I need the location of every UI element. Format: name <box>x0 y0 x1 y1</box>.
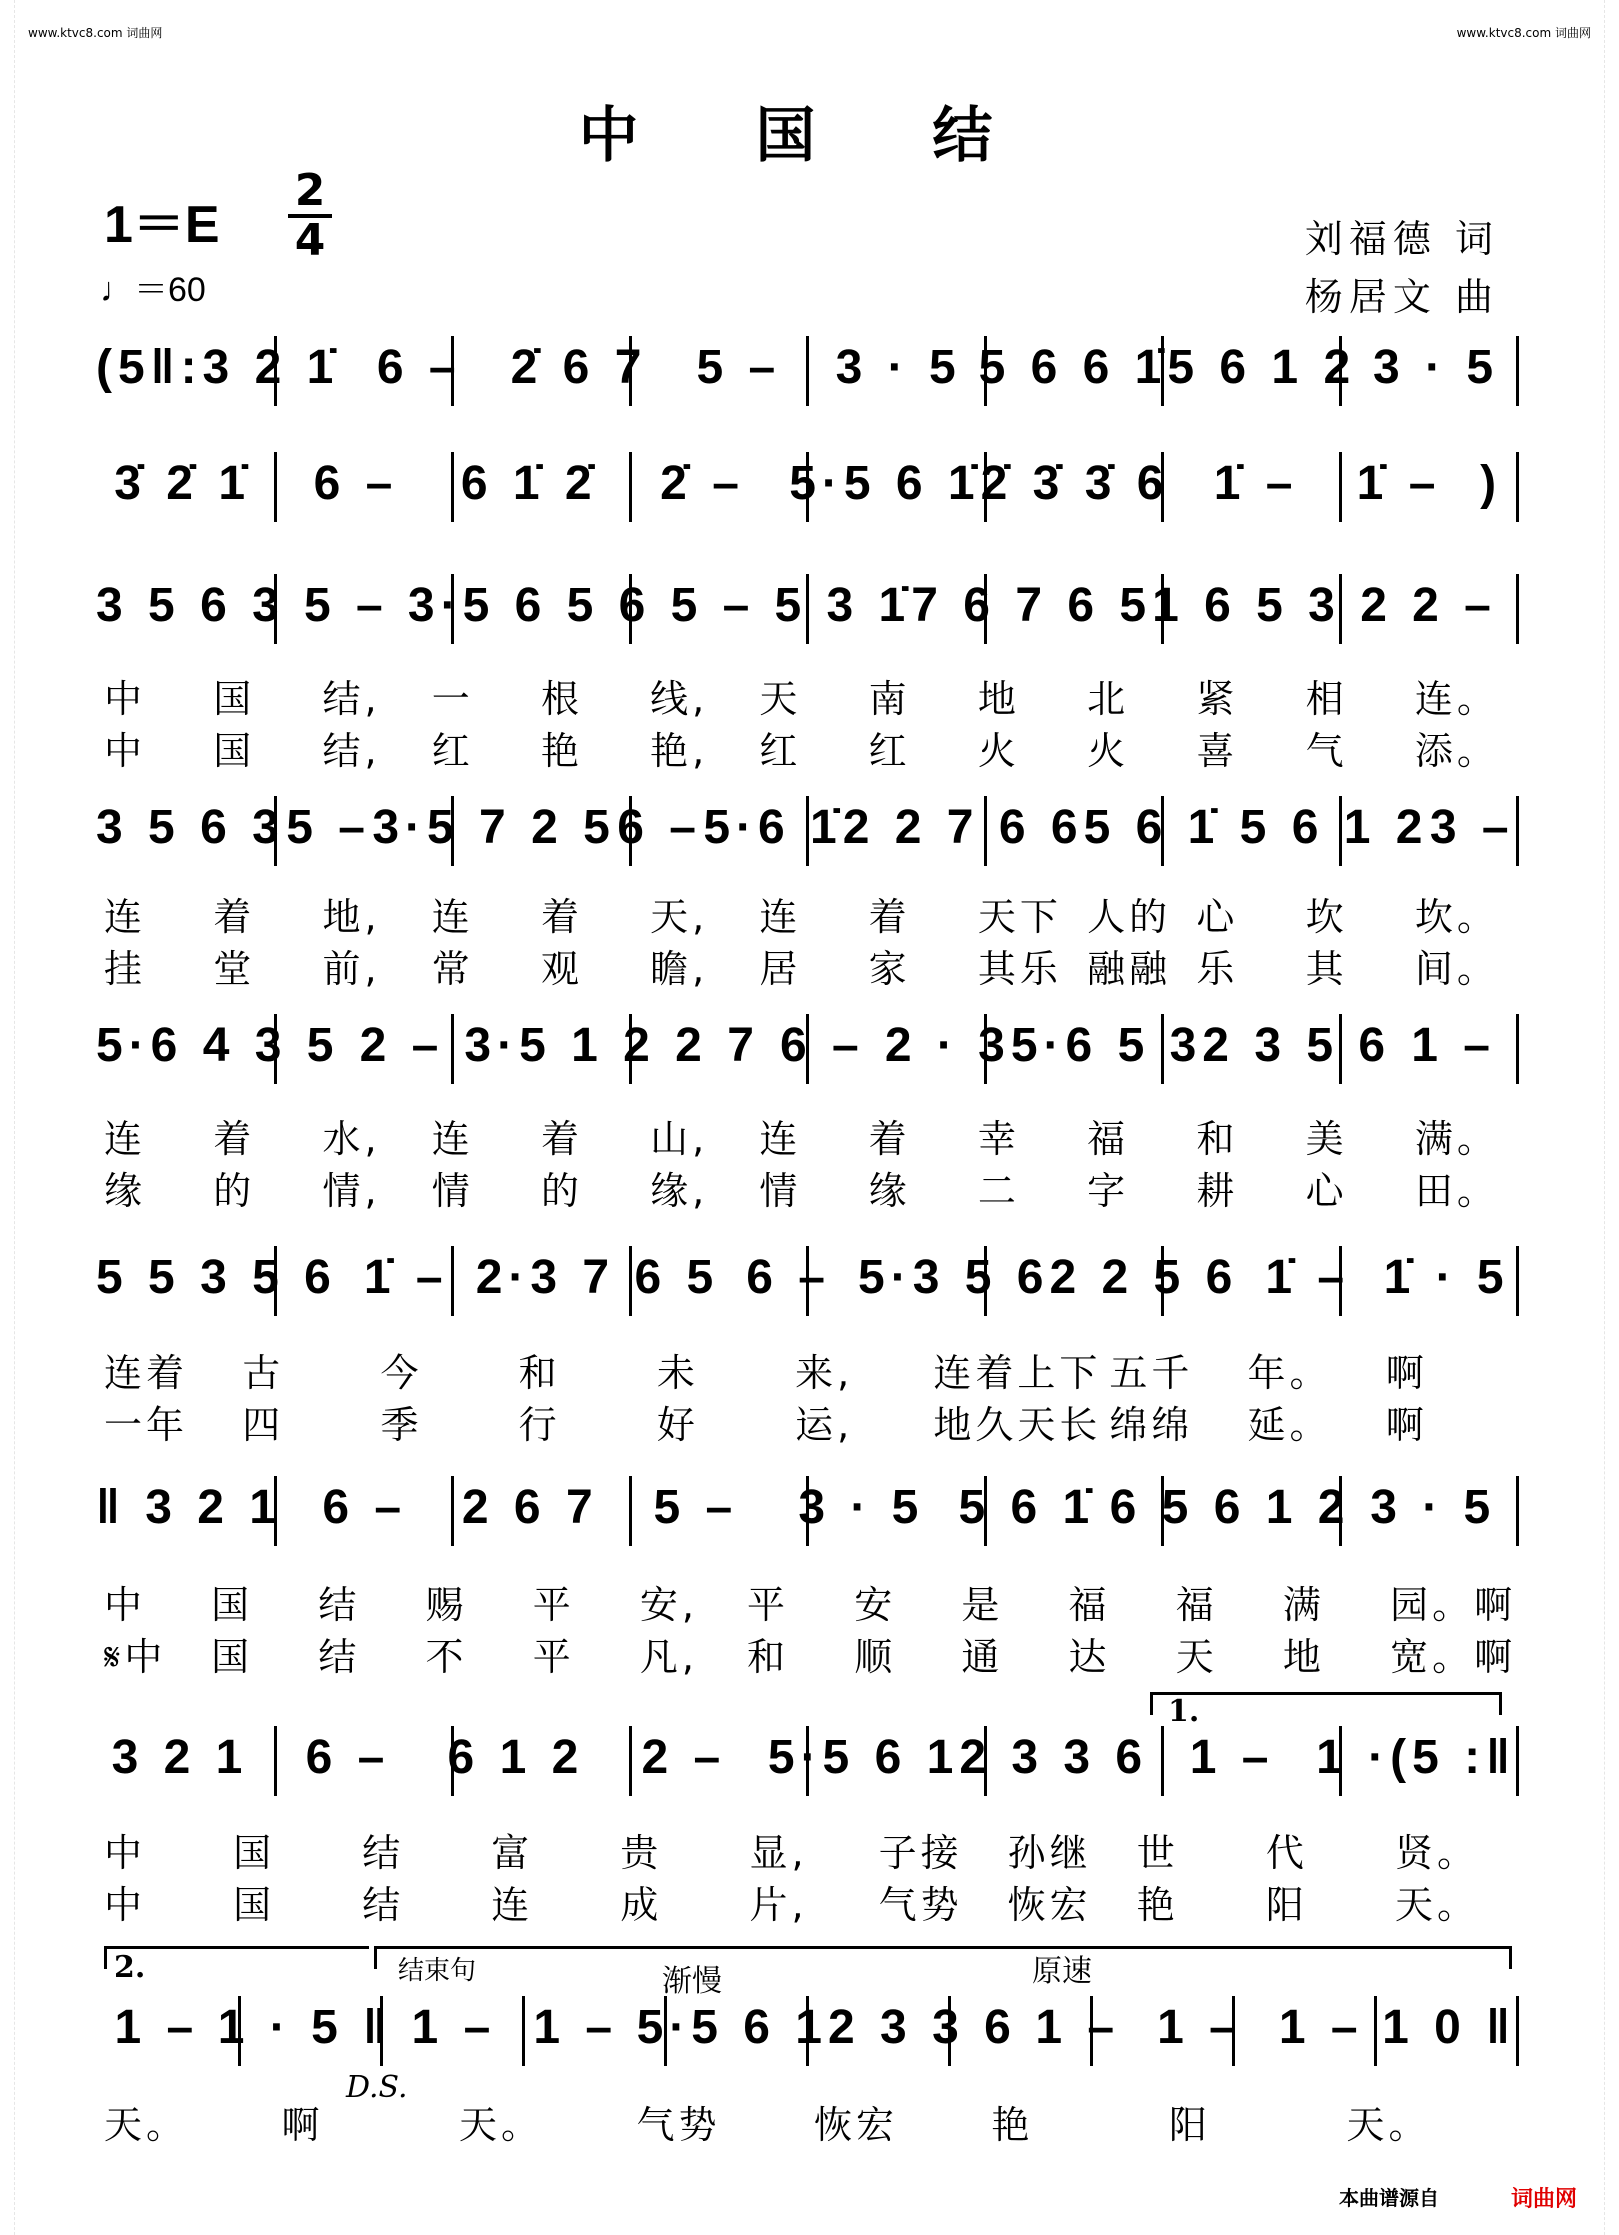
lyric-syllable: 代 <box>1265 1831 1308 1875</box>
lyric-syllable: 福 <box>1087 1117 1130 1161</box>
measure: 1̇ – ) <box>1356 457 1503 510</box>
lyric-syllable: 气势 <box>878 1883 963 1927</box>
measure: 6 – <box>376 341 462 394</box>
measure: 5 6 1 2 <box>1167 341 1357 394</box>
lyric-syllable: 紧 <box>1196 677 1239 721</box>
lyric-syllable: 绵绵 <box>1109 1403 1194 1447</box>
measure: 3 5 6 3 <box>96 801 285 854</box>
lyric-syllable: 情 <box>431 1169 474 1213</box>
lyric-syllable: 挂 <box>104 947 147 991</box>
site-header-right: www.ktvc8.com 词曲网 <box>1456 26 1591 40</box>
barline <box>1516 1014 1519 1084</box>
lyric-syllable: 国 <box>213 677 256 721</box>
measure-row <box>96 1018 1516 1073</box>
lyric-syllable: 五千 <box>1109 1351 1194 1395</box>
lyric-syllable: 艳 <box>991 2103 1034 2147</box>
lyric-syllable: 根 <box>540 677 583 721</box>
lyric-syllable: 结 <box>318 1583 361 1627</box>
measure: 6 – <box>617 801 702 854</box>
lyric-syllable: 家 <box>868 947 911 991</box>
first-ending-label: 1. <box>1168 1694 1200 1729</box>
measure: 2·3 7 6 5 <box>475 1251 720 1304</box>
lyric-syllable: 艳, <box>650 729 709 773</box>
lyric-syllable: 相 <box>1305 677 1348 721</box>
lyric-syllable: 年。 <box>1247 1351 1332 1395</box>
measure: 2 – <box>359 1019 445 1072</box>
lyric-syllable: 添。 <box>1414 729 1499 773</box>
dal-segno-label: D.S. <box>346 2070 408 2105</box>
lyric-syllable: 前, <box>322 947 381 991</box>
lyric-syllable: 中 <box>104 1831 147 1875</box>
lyric-syllable: 二 <box>977 1169 1020 1213</box>
barline <box>1516 1726 1519 1796</box>
lyric-syllable: 天 <box>1175 1635 1218 1679</box>
lyric-syllable: 富 <box>491 1831 534 1875</box>
lyric-syllable: 国 <box>211 1583 254 1627</box>
lyric-syllable: 着 <box>213 1117 256 1161</box>
lyric-syllable: 其 <box>1305 947 1348 991</box>
lyric-syllable: 火 <box>977 729 1020 773</box>
measure: 5·6 4 3 5 <box>96 1019 340 1072</box>
lyric-syllable: 天。 <box>1346 2103 1431 2147</box>
barline <box>1516 1996 1519 2066</box>
measure: 2 · 3 <box>884 1019 1011 1072</box>
lyric-syllable: 和 <box>518 1351 561 1395</box>
measure: 1 – <box>533 2001 619 2054</box>
lyric-row <box>96 938 1516 993</box>
lyric-syllable: 乐 <box>1196 947 1239 991</box>
measure: 2 3 5 6 <box>1202 1019 1392 1072</box>
lyric-syllable: 气势 <box>636 2103 721 2147</box>
lyric-syllable: 天。 <box>459 2103 544 2147</box>
lyric-syllable: 平 <box>532 1583 575 1627</box>
lyric-syllable: 国 <box>211 1635 254 1679</box>
measure: 1 – <box>1189 1731 1275 1784</box>
lyric-syllable: 堂 <box>213 947 256 991</box>
lyric-syllable: 坎 <box>1305 895 1348 939</box>
lyric-syllable: 田。 <box>1414 1169 1499 1213</box>
lyric-syllable: 心 <box>1305 1169 1348 1213</box>
measure: 1 – <box>411 2001 497 2054</box>
song-title: 中 国 结 <box>578 101 1041 171</box>
lyric-syllable: 心 <box>1196 895 1239 939</box>
lyric-syllable: 𝄋中 <box>104 1635 167 1679</box>
lyric-row <box>96 668 1516 723</box>
lyric-syllable: 来, <box>795 1351 854 1395</box>
measure: 1̇ – <box>1213 457 1299 510</box>
measure: 2 3 3 6 <box>828 2001 1017 2054</box>
tempo-marking: ♩＝60 <box>100 271 206 309</box>
measure: 5 6 6 1̇ <box>978 341 1168 394</box>
measure: 1 – <box>114 2001 200 2054</box>
lyric-syllable: 火 <box>1087 729 1130 773</box>
measure: 5 – <box>303 579 389 632</box>
lyric-syllable: 缘, <box>650 1169 709 1213</box>
lyric-syllable: 连 <box>104 895 147 939</box>
lyric-row <box>96 720 1516 775</box>
measure-row <box>96 340 1516 395</box>
measure: 2̇ 6 7 <box>510 341 648 394</box>
first-ending-bracket <box>1150 1692 1502 1715</box>
measure: 1̇ – <box>1265 1251 1351 1304</box>
composer-credit: 杨居文 曲 <box>1304 275 1499 319</box>
lyric-syllable: 一年 <box>104 1403 189 1447</box>
lyric-syllable: 北 <box>1087 677 1130 721</box>
score-system <box>96 1470 1516 1550</box>
lyric-syllable: 常 <box>431 947 474 991</box>
barline <box>1516 1246 1519 1316</box>
lyric-syllable: 南 <box>868 677 911 721</box>
lyric-row <box>96 2094 1516 2149</box>
lyric-syllable: 平 <box>532 1635 575 1679</box>
measure: 2̇ – <box>660 457 745 510</box>
lyric-row <box>96 1342 1516 1397</box>
score-system <box>96 330 1516 410</box>
lyric-syllable: 啊 <box>1385 1351 1428 1395</box>
lyric-syllable: 连 <box>759 1117 802 1161</box>
lyric-syllable: 园。啊 <box>1390 1583 1517 1627</box>
lyric-syllable: 未 <box>656 1351 699 1395</box>
lyric-syllable: 世 <box>1136 1831 1179 1875</box>
lyric-row <box>96 1822 1516 1877</box>
lyric-syllable: 连 <box>431 1117 474 1161</box>
lyric-syllable: 天, <box>650 895 709 939</box>
lyric-syllable: 着 <box>868 895 911 939</box>
measure: 2 2 7 6 6 <box>842 801 1084 854</box>
lyric-syllable: 缘 <box>868 1169 911 1213</box>
measure: 6 1̇ 2̇ <box>460 457 598 510</box>
measure-row <box>96 1730 1516 1785</box>
lyric-syllable: 的 <box>213 1169 256 1213</box>
coda-bracket <box>374 1946 1512 1969</box>
measure: 5·5 6 1 <box>767 1731 960 1784</box>
lyric-syllable: 瞻, <box>650 947 709 991</box>
measure: 3 – <box>1429 801 1515 854</box>
lyric-syllable: 融融 <box>1087 947 1172 991</box>
measure: 5 – <box>670 579 756 632</box>
lyric-syllable: 缘 <box>104 1169 147 1213</box>
lyric-syllable: 艳 <box>1136 1883 1179 1927</box>
measure: 6 – <box>313 457 399 510</box>
measure-row <box>96 800 1516 855</box>
lyric-row <box>96 1394 1516 1449</box>
lyric-syllable: 阳 <box>1265 1883 1308 1927</box>
lyric-syllable: 结, <box>322 729 381 773</box>
score-system <box>96 1720 1516 1800</box>
lyric-syllable: 地 <box>977 677 1020 721</box>
lyric-syllable: 赐 <box>425 1583 468 1627</box>
second-ending-label: 2. <box>114 1950 146 1985</box>
measure-row <box>96 578 1516 633</box>
lyric-syllable: 连着上下 <box>933 1351 1102 1395</box>
measure: 6 5 6 1 2 <box>1109 1481 1351 1534</box>
lyric-syllable: 子接 <box>878 1831 963 1875</box>
lyric-syllable: 和 <box>1196 1117 1239 1161</box>
lyric-syllable: 艳 <box>540 729 583 773</box>
lyric-syllable: 季 <box>380 1403 423 1447</box>
lyric-syllable: 不 <box>425 1635 468 1679</box>
left-margin-watermark <box>0 0 15 2235</box>
lyric-syllable: 是 <box>961 1583 1004 1627</box>
score-system <box>96 568 1516 648</box>
lyric-syllable: 福 <box>1068 1583 1111 1627</box>
score-system <box>96 446 1516 526</box>
lyric-syllable: 恢宏 <box>814 2103 899 2147</box>
lyric-syllable: 啊 <box>1385 1403 1428 1447</box>
barline <box>1516 574 1519 644</box>
measure: 5 – <box>696 341 782 394</box>
lyric-syllable: 结 <box>362 1831 405 1875</box>
barline <box>1516 1476 1519 1546</box>
measure: 1 0 ‖ <box>1382 2001 1517 2054</box>
lyric-syllable: 国 <box>213 729 256 773</box>
lyric-row <box>96 1160 1516 1215</box>
measure: 1̇ · 5 <box>1383 1251 1510 1304</box>
coda-phrase-label: 结束句 <box>398 1956 477 1986</box>
measure: 5 – <box>286 801 371 854</box>
measure: 2̇ 3̇ 3̇ 6 <box>980 457 1170 510</box>
measure: 1 – <box>1157 2001 1242 2054</box>
measure: 2 3 3 6 <box>959 1731 1149 1784</box>
time-bottom: 4 <box>294 215 326 266</box>
measure: 5 5 3 5 6 <box>96 1251 337 1304</box>
lyric-syllable: 达 <box>1068 1635 1111 1679</box>
lyric-syllable: 显, <box>749 1831 808 1875</box>
lyric-syllable: 凡, <box>639 1635 698 1679</box>
lyric-syllable: 红 <box>759 729 802 773</box>
lyric-syllable: 红 <box>868 729 911 773</box>
lyric-syllable: 着 <box>213 895 256 939</box>
measure: 5·3 5 6 <box>858 1251 1050 1304</box>
measure: ‖ 3 2 1 <box>96 1481 282 1534</box>
lyric-syllable: 贤。 <box>1394 1831 1479 1875</box>
lyric-syllable: 幸 <box>977 1117 1020 1161</box>
barline <box>1516 796 1519 866</box>
measure-row <box>96 2000 1516 2055</box>
lyric-syllable: 中 <box>104 1883 147 1927</box>
lyric-syllable: 一 <box>431 677 474 721</box>
lyric-syllable: 今 <box>380 1351 423 1395</box>
lyric-syllable: 结 <box>318 1635 361 1679</box>
lyric-syllable: 情, <box>322 1169 381 1213</box>
lyric-row <box>96 1574 1516 1629</box>
score-system <box>96 790 1516 870</box>
lyric-syllable: 间。 <box>1414 947 1499 991</box>
measure: 6 – <box>779 1019 865 1072</box>
lyric-syllable: 观 <box>540 947 583 991</box>
lyric-syllable: 运, <box>795 1403 854 1447</box>
lyric-syllable: 人的 <box>1087 895 1172 939</box>
measure: 5·5 6 1 <box>636 2001 828 2054</box>
measure: 3 · 5 <box>1370 1481 1497 1534</box>
lyric-syllable: 地, <box>322 895 381 939</box>
lyric-syllable: 连 <box>491 1883 534 1927</box>
lyric-syllable: 恢宏 <box>1007 1883 1092 1927</box>
measure: 3 5 6 3 <box>96 579 285 632</box>
measure: 3̇ 2̇ 1̇ <box>114 457 252 510</box>
lyric-syllable: 连着 <box>104 1351 189 1395</box>
lyric-syllable: 着 <box>868 1117 911 1161</box>
score-system <box>96 1240 1516 1320</box>
score-system <box>96 1008 1516 1088</box>
measure: 2 2 5 6 <box>1049 1251 1239 1304</box>
lyric-row <box>96 1626 1516 1681</box>
lyric-syllable: 居 <box>759 947 802 991</box>
measure: 3·5 6 5 6 <box>407 579 652 632</box>
measure: 1 – <box>1278 2001 1364 2054</box>
score-system <box>96 1990 1516 2070</box>
lyric-row <box>96 886 1516 941</box>
lyric-syllable: 片, <box>749 1883 808 1927</box>
lyric-syllable: 着 <box>540 1117 583 1161</box>
lyric-syllable: 天 <box>759 677 802 721</box>
measure: 3 · 5 <box>835 341 962 394</box>
lyric-syllable: 福 <box>1175 1583 1218 1627</box>
measure-row <box>96 456 1516 511</box>
lyric-syllable: 着 <box>540 895 583 939</box>
lyric-syllable: 平 <box>747 1583 790 1627</box>
lyric-syllable: 孙继 <box>1007 1831 1092 1875</box>
lyric-syllable: 喜 <box>1196 729 1239 773</box>
measure: 5·6 5 3 <box>1010 1019 1203 1072</box>
measure: 1 · 5 ‖ <box>217 2001 394 2054</box>
lyric-syllable: 天。 <box>1394 1883 1479 1927</box>
lyric-syllable: 天下 <box>977 895 1062 939</box>
lyric-row <box>96 1108 1516 1163</box>
measure: 3·5 7 2 5 <box>372 801 616 854</box>
site-header-left: www.ktvc8.com 词曲网 <box>28 26 163 40</box>
measure: 1̇ – <box>363 1251 449 1304</box>
lyric-syllable: 国 <box>233 1831 276 1875</box>
measure: 5 3 1̇ <box>774 579 912 632</box>
lyric-syllable: 啊 <box>281 2103 324 2147</box>
measure: 1 ·(5 :‖ <box>1316 1731 1516 1784</box>
lyric-syllable: 通 <box>961 1635 1004 1679</box>
lyric-syllable: 贵 <box>620 1831 663 1875</box>
measure: 5·5 6 1̇ <box>789 457 981 510</box>
lyric-syllable: 安, <box>639 1583 698 1627</box>
footer-brand[interactable]: 词曲网 <box>1510 2187 1577 2212</box>
time-top: 2 <box>294 165 326 216</box>
lyric-syllable: 坎。 <box>1414 895 1499 939</box>
measure: 2 – <box>641 1731 727 1784</box>
measure: 3 · 5 <box>798 1481 925 1534</box>
lyric-syllable: 地久天长 <box>933 1403 1102 1447</box>
measure: 5·6 1̇ <box>703 801 843 854</box>
lyric-syllable: 红 <box>431 729 474 773</box>
measure-row <box>96 1250 1516 1305</box>
measure: 1 – <box>1411 1019 1496 1072</box>
lyric-syllable: 四 <box>242 1403 285 1447</box>
key-signature: 1＝E <box>104 196 220 254</box>
measure-row <box>96 1480 1516 1535</box>
lyric-syllable: 满。 <box>1414 1117 1499 1161</box>
measure: 2 – <box>1412 579 1497 632</box>
measure: 3 · 5 <box>1373 341 1500 394</box>
measure: 1 – <box>1035 2001 1121 2054</box>
right-margin-watermark <box>1604 0 1619 2235</box>
lyric-syllable: 情 <box>759 1169 802 1213</box>
time-signature <box>288 165 332 266</box>
measure: 3 2 1 <box>111 1731 249 1784</box>
lyric-syllable: 好 <box>656 1403 699 1447</box>
ritardando-label: 渐慢 <box>662 1964 722 1999</box>
measure: 6 – <box>305 1731 391 1784</box>
measure: 6 – <box>746 1251 831 1304</box>
lyric-syllable: 天。 <box>104 2103 189 2147</box>
lyric-syllable: 地 <box>1282 1635 1325 1679</box>
lyric-syllable: 中 <box>104 729 147 773</box>
lyric-syllable: 耕 <box>1196 1169 1239 1213</box>
second-ending-bracket <box>104 1946 369 1969</box>
lyric-syllable: 古 <box>242 1351 285 1395</box>
lyric-syllable: 山, <box>650 1117 709 1161</box>
lyric-syllable: 的 <box>540 1169 583 1213</box>
measure: 5 6 1̇ 5 6 1 2 <box>1083 801 1429 854</box>
lyric-syllable: 线, <box>650 677 709 721</box>
lyric-syllable: 行 <box>518 1403 561 1447</box>
lyric-syllable: 安 <box>854 1583 897 1627</box>
lyric-syllable: 满 <box>1282 1583 1325 1627</box>
lyric-syllable: 美 <box>1305 1117 1348 1161</box>
a-tempo-label: 原速 <box>1032 1954 1092 1989</box>
lyric-syllable: 连。 <box>1414 677 1499 721</box>
measure: 5 6 1̇ <box>958 1481 1096 1534</box>
lyric-syllable: 成 <box>620 1883 663 1927</box>
measure: 2 6 7 <box>461 1481 599 1534</box>
lyric-syllable: 中 <box>104 677 147 721</box>
measure: 1 6 5 3 2 <box>1152 579 1393 632</box>
lyric-syllable: 结 <box>362 1883 405 1927</box>
footer-source: 本曲谱源自 <box>1339 2186 1439 2210</box>
measure: 5 – <box>653 1481 739 1534</box>
lyricist-credit: 刘福德 词 <box>1304 217 1499 261</box>
lyric-syllable: 延。 <box>1247 1403 1332 1447</box>
lyric-syllable: 中 <box>104 1583 147 1627</box>
lyric-syllable: 宽。啊 <box>1390 1635 1517 1679</box>
measure: (5‖:3 2 1̇ <box>96 341 340 394</box>
lyric-syllable: 字 <box>1087 1169 1130 1213</box>
lyric-syllable: 顺 <box>854 1635 897 1679</box>
barline <box>1516 336 1519 406</box>
lyric-syllable: 连 <box>431 895 474 939</box>
measure: 6 – <box>322 1481 408 1534</box>
lyric-syllable: 气 <box>1305 729 1348 773</box>
measure: 7 6 7 6 5 <box>911 579 1153 632</box>
measure: 3·5 1 2 2 7 <box>464 1019 760 1072</box>
barline <box>1516 452 1519 522</box>
lyric-syllable: 连 <box>104 1117 147 1161</box>
measure: 6 1 2 <box>447 1731 585 1784</box>
lyric-syllable: 其乐 <box>977 947 1062 991</box>
lyric-syllable: 阳 <box>1169 2103 1212 2147</box>
lyric-syllable: 结, <box>322 677 381 721</box>
lyric-syllable: 水, <box>322 1117 381 1161</box>
lyric-syllable: 连 <box>759 895 802 939</box>
lyric-row <box>96 1874 1516 1929</box>
lyric-syllable: 国 <box>233 1883 276 1927</box>
lyric-syllable: 和 <box>747 1635 790 1679</box>
